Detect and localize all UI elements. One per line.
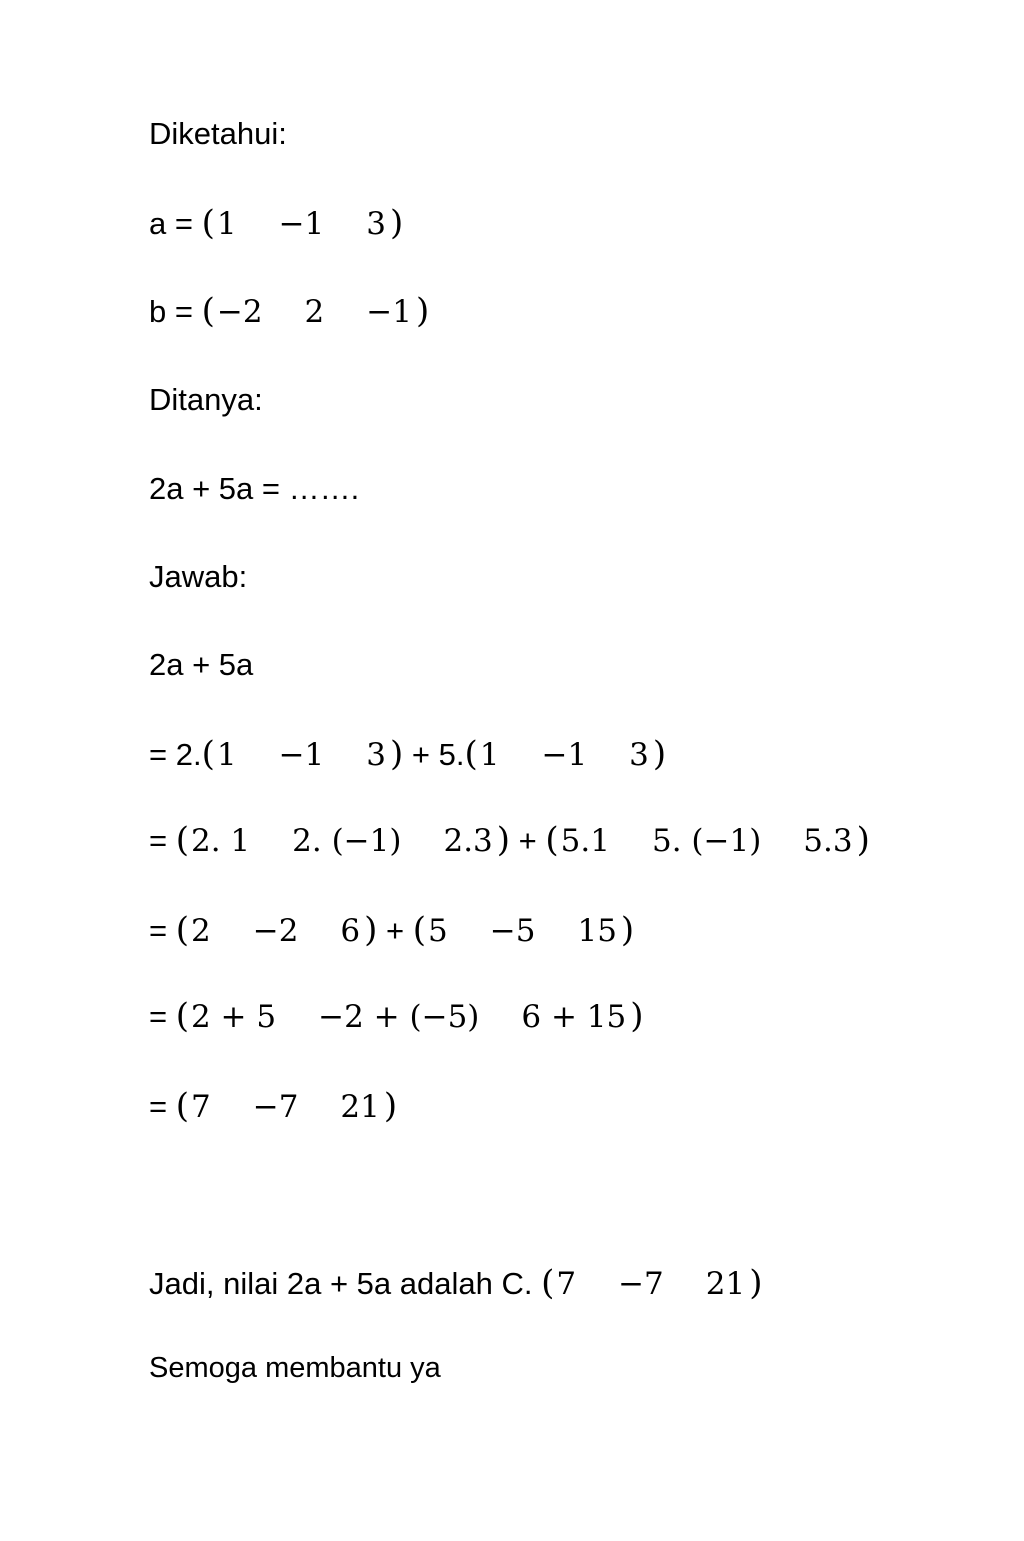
vector-cell: 5.3: [803, 823, 853, 859]
question-line: 2a + 5a = …….: [149, 471, 360, 506]
vector-cell: −2 + (−5): [318, 999, 480, 1035]
vector-b: ( −2 2 −1 ): [201, 291, 430, 331]
vector-cell: 2.3: [443, 823, 493, 859]
vector-cell: 5.1: [560, 823, 610, 859]
step-prefix: =: [149, 823, 176, 858]
vector-cell: −1: [366, 294, 412, 330]
answer-heading: Jawab:: [149, 559, 248, 594]
vector-cell: −5: [489, 913, 536, 949]
vector-cell: −7: [618, 1266, 664, 1302]
step-1-vector-1: ( 1 −1 3 ): [201, 734, 404, 774]
vector-cell: 1: [216, 206, 237, 242]
vector-cell: 15: [577, 913, 617, 949]
vector-cell: 2: [190, 913, 211, 949]
vector-cell: 2 + 5: [190, 999, 277, 1035]
vector-cell: 7: [190, 1089, 211, 1125]
step-2-line: [149, 820, 870, 860]
expression-line: 2a + 5a: [149, 647, 254, 682]
vector-cell: 7: [556, 1266, 577, 1302]
step-4-vector: ( 2 + 5 −2 + (−5) 6 + 15 ): [175, 996, 644, 1036]
vector-cell: 3: [629, 737, 649, 773]
step-prefix: =: [149, 1089, 176, 1124]
vector-cell: 21: [340, 1089, 380, 1125]
step-operator: +: [377, 913, 413, 948]
step-4-line: [149, 996, 644, 1036]
step-1-vector-2: ( 1 −1 3 ): [464, 734, 667, 774]
vector-cell: 2. 1: [190, 823, 251, 859]
vector-cell: 2: [304, 294, 325, 330]
vector-cell: 6: [340, 913, 361, 949]
step-5-line: [149, 1086, 398, 1126]
vector-cell: 1: [216, 737, 237, 773]
step-5-vector: ( 7 −7 21 ): [175, 1086, 398, 1126]
vector-cell: −1: [278, 206, 325, 242]
vector-cell: −2: [252, 913, 299, 949]
vector-cell: −2: [216, 294, 263, 330]
step-3-vector-2: ( 5 −5 15 ): [412, 910, 635, 950]
vector-cell: 5: [428, 913, 448, 949]
conclusion-line: [149, 1263, 763, 1303]
step-2-vector-2: ( 5.1 5. (−1) 5.3 ): [545, 820, 870, 860]
vector-cell: 1: [479, 737, 500, 773]
vector-b-line: [149, 291, 430, 331]
step-prefix: = 2.: [149, 737, 202, 772]
given-heading: Diketahui:: [149, 116, 287, 151]
step-operator: +: [510, 823, 546, 858]
closing-line: Semoga membantu ya: [149, 1352, 441, 1384]
vector-cell: 5. (−1): [651, 823, 762, 859]
asked-heading: Ditanya:: [149, 382, 263, 417]
vector-a: ( 1 −1 3 ): [201, 203, 404, 243]
conclusion-vector: ( 7 −7 21 ): [541, 1263, 763, 1303]
vector-a-line: [149, 203, 404, 243]
step-2-vector-1: ( 2. 1 2. (−1) 2.3 ): [175, 820, 511, 860]
vector-cell: 3: [366, 737, 387, 773]
vector-cell: 6 + 15: [521, 999, 627, 1035]
vector-cell: 21: [705, 1266, 746, 1302]
step-3-vector-1: ( 2 −2 6 ): [175, 910, 378, 950]
step-prefix: =: [149, 913, 176, 948]
conclusion-text: Jadi, nilai 2a + 5a adalah C.: [149, 1266, 542, 1301]
step-operator: + 5.: [403, 737, 465, 772]
step-3-line: [149, 910, 635, 950]
vector-cell: −1: [278, 737, 325, 773]
vector-cell: 3: [366, 206, 387, 242]
vector-b-label: b =: [149, 294, 202, 329]
step-prefix: =: [149, 999, 176, 1034]
vector-cell: −1: [541, 737, 588, 773]
vector-cell: 2. (−1): [292, 823, 402, 859]
vector-cell: −7: [252, 1089, 299, 1125]
step-1-line: [149, 734, 667, 774]
vector-a-label: a =: [149, 206, 202, 241]
